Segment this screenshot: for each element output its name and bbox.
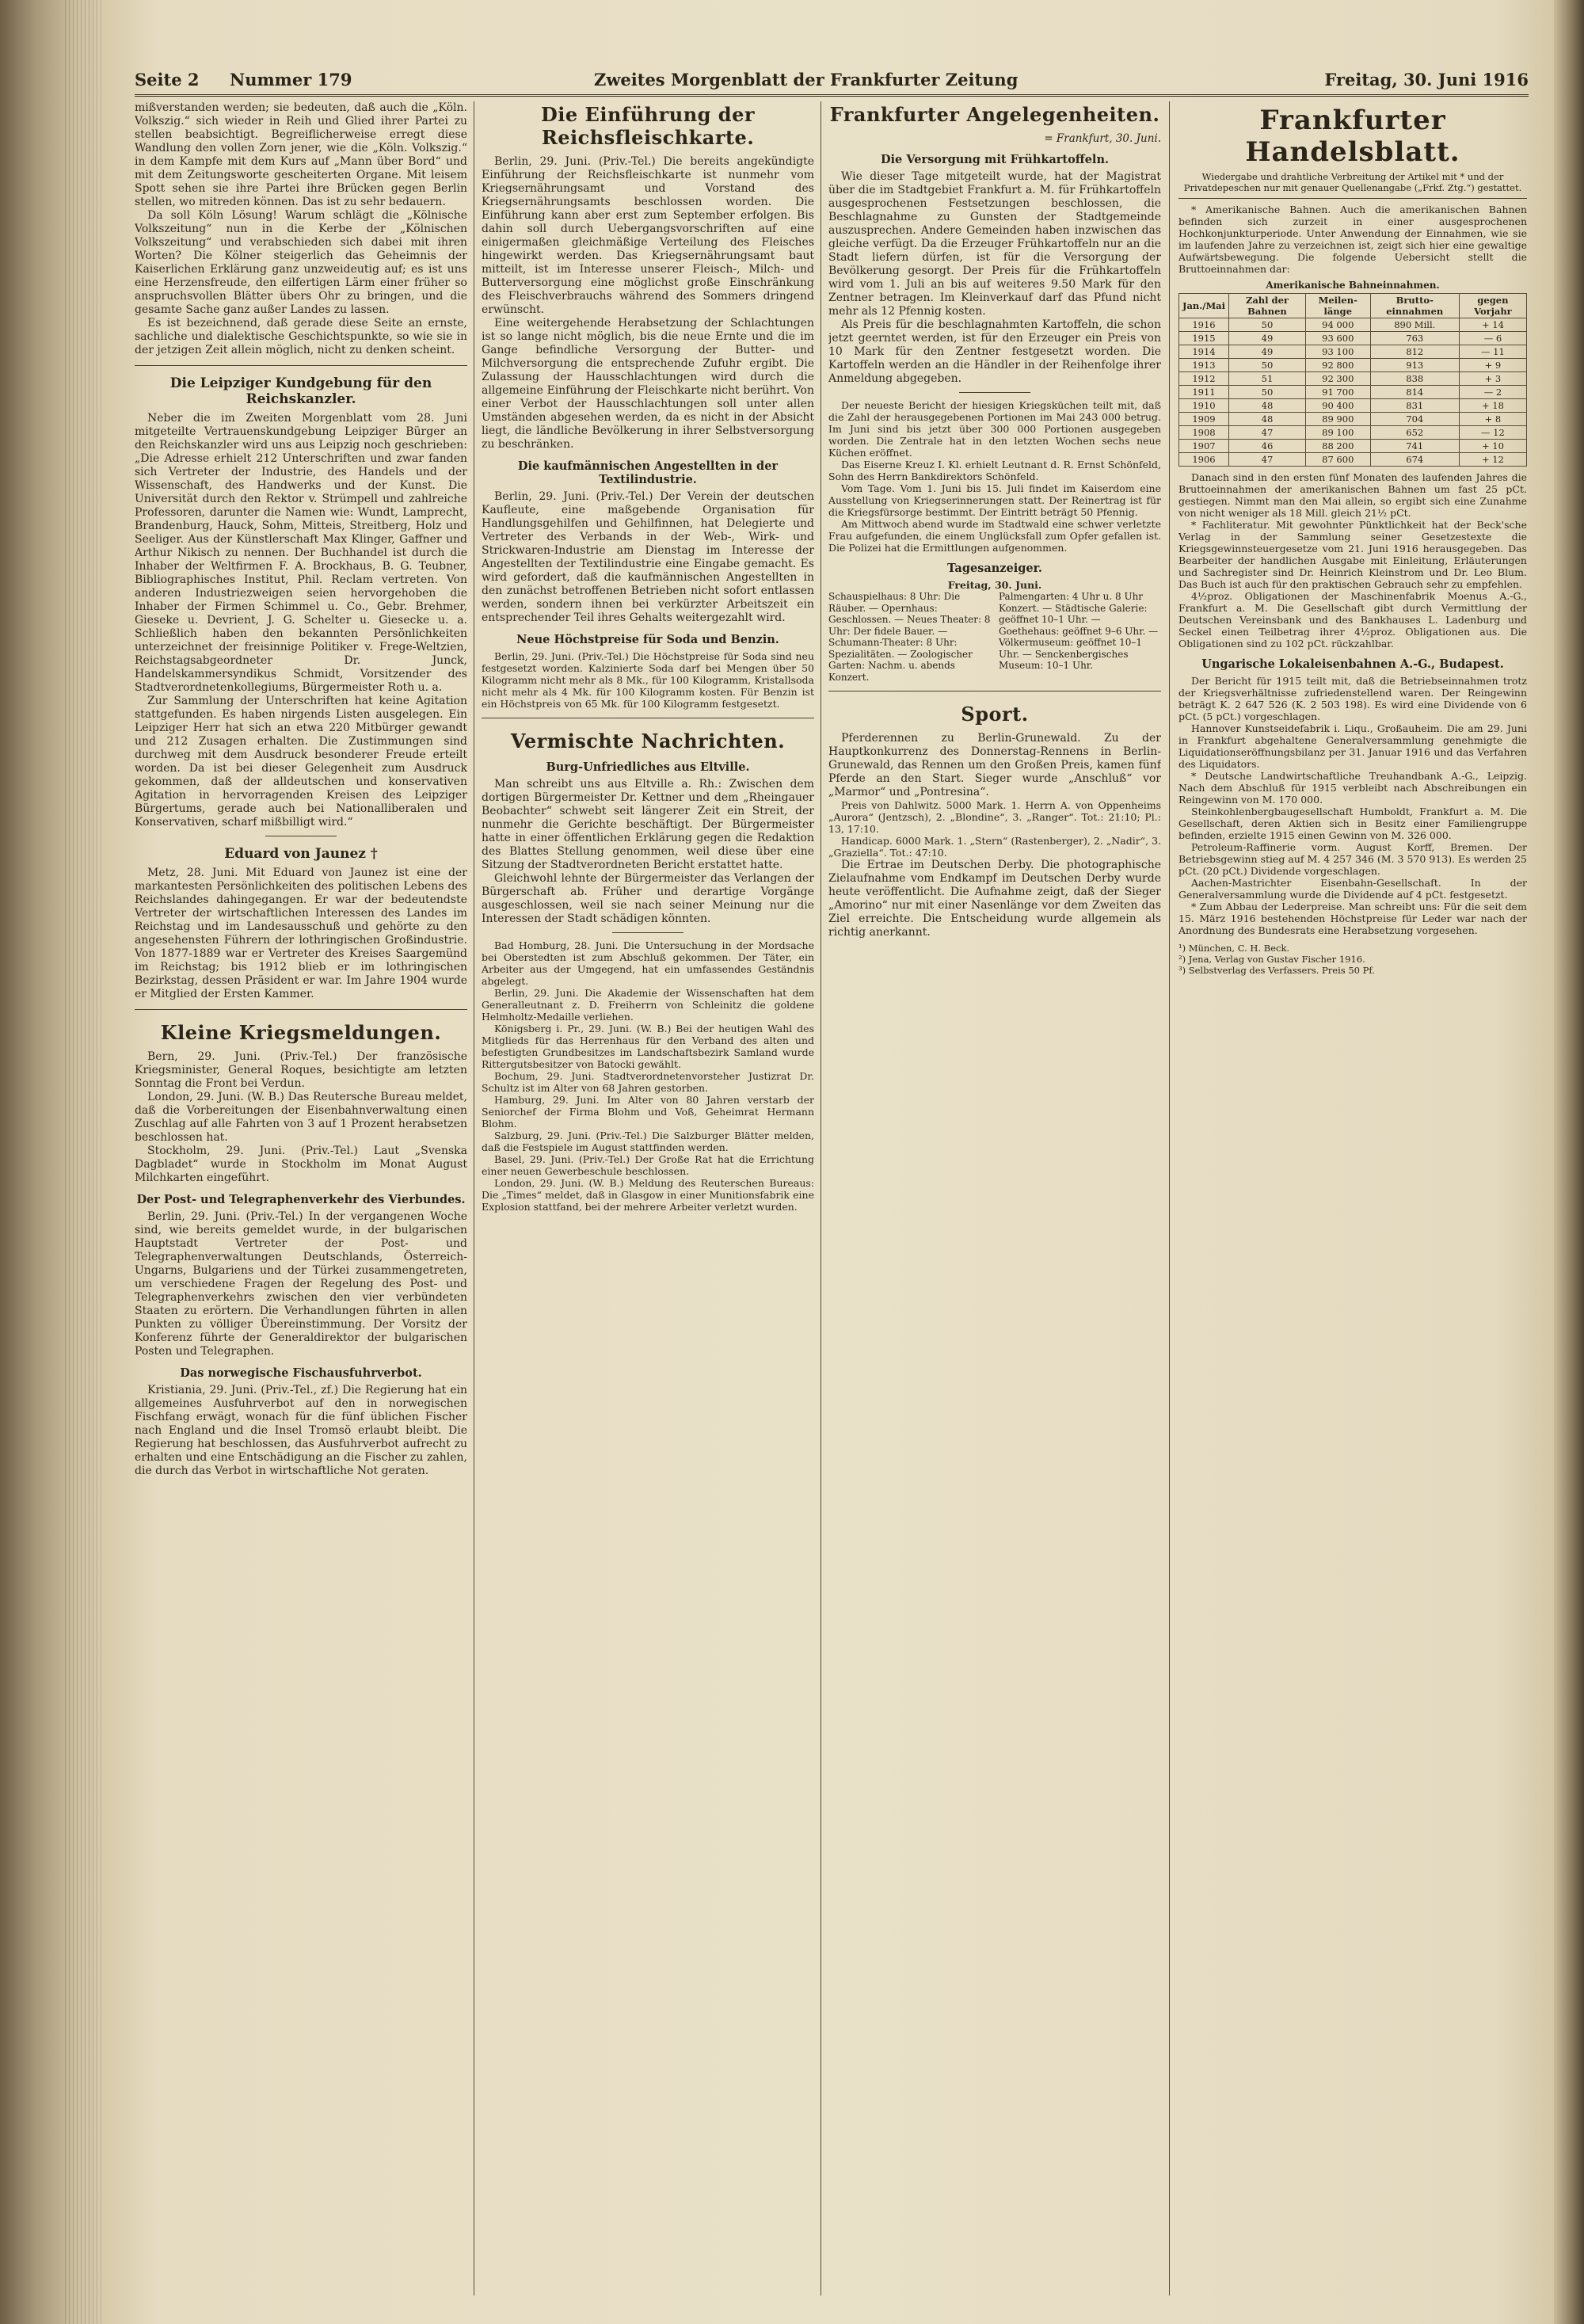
table-cell: 49 (1229, 332, 1306, 345)
article-paragraph: * Amerikanische Bahnen. Auch die amerikanischen Bahnen befinden sich zurzeit in einer ausgesprochenen Hochkonjunkturperiode. Unter Anwendung der Einnahmen, wie sie im laufenden Jahre zu verzeichnen ist, zeigt sich hier eine gewaltige Aufwärtsbewegung. Die folgende Uebersicht stellt die Bruttoeinnahmen dar: (1178, 204, 1527, 275)
subheadline: Das norwegische Fischausfuhrverbot. (180, 1366, 422, 1380)
subheadline: Die Versorgung mit Frühkartoffeln. (880, 153, 1110, 166)
article-paragraph: Berlin, 29. Juni. (Priv.-Tel.) Die bereits angekündigte Einführung der Reichsfleischkarte ist nunmehr vom Kriegsernährungsamt und Vorstand des Kriegsernährungsamts beschlossen worden. Die Einführung kann aber erst zum September erfolgen. Bis dahin soll durch Uebergangsvorschriften auf eine einigermaßen gleichmäßige Verteilung des Fleisches hingewirkt werden. Das Kriegsernährungsamt baut mitteilt, ist im Interesse unserer Fleisch-, Milch- und Butterversorgung eine möglichst große Einschränkung des Fleischverbrauchs während des Sommers dringend erwünscht. (482, 155, 814, 316)
article-paragraph: Gleichwohl lehnte der Bürgermeister das Verlangen der Bürgerschaft ab. Früher und derartige Vorgänge ausgeschlossen, weil sie nach seiner Meinung nur die Interessen der Stadt schädigen könnten. (482, 872, 814, 925)
article-paragraph: Die Ertrae im Deutschen Derby. Die photographische Zielaufnahme vom Endkampf im Deutschen Derby wurde heute veröffentlicht. Die Aufnahme zeigt, daß der Sieger „Amorino“ nur mit einer Nasenlänge vor dem Zweiten das Ziel erreichte. Die Entscheidung wurde allgemein als richtig anerkannt. (828, 859, 1161, 939)
article-paragraph: Berlin, 29. Juni. (Priv.-Tel.) Der Verein der deutschen Kaufleute, eine maßgebende Organisation für Handlungsgehilfen und Gehilfinnen, hat Delegierte und Vertreter des Verbands in der Web-, Wirk- und Strickwaren-Industrie am Dienstag im Interesse der Angestellten der Textilindustrie eine Eingabe gemacht. Es wird gefordert, daß die kaufmännischen Angestellten in den zunächst betroffenen Betrieben nicht sofort entlassen werden, sondern ihnen bei verkürzter Arbeitszeit ein entsprechender Teil ihres Gehalts weitergezahlt wird. (482, 490, 814, 624)
table-cell: 50 (1229, 386, 1306, 399)
article-paragraph: Stockholm, 29. Juni. (Priv.-Tel.) Laut „Svenska Dagbladet“ wurde in Stockholm im Monat August Milchkarten eingeführt. (135, 1145, 467, 1184)
table-cell: 49 (1229, 345, 1306, 359)
news-item: Königsberg i. Pr., 29. Juni. (W. B.) Bei der heutigen Wahl des Mitglieds für das Herrenhaus für den Verband des alten und befestigten Grundbesitzes im Landschaftsbezirk Samland wurde Rittergutsbesitzer von Batocki gewählt. (482, 1023, 814, 1070)
article-paragraph: Zur Sammlung der Unterschriften hat keine Agitation stattgefunden. Es haben nirgends Listen ausgelegen. Ein Leipziger Herr hat sich an etwa 220 Mitbürger gewandt und 212 Zusagen erhalten. Die Zustimmungen sind durchweg mit dem Ausdruck besonderer Freude erteilt worden. Da ist bei dieser Gelegenheit zum Ausdruck gekommen, daß der alldeutschen und konservativen Agitation in hervorragenden Kreisen des Leipziger Bürgertums, gerade auch bei Nationalliberalen und Konservativen, scharf mißbilligt wird.“ (135, 695, 467, 829)
table-cell: 94 000 (1305, 318, 1370, 332)
table-cell: 1906 (1179, 453, 1229, 467)
article-paragraph: Danach sind in den ersten fünf Monaten des laufenden Jahres die Bruttoeinnahmen der amerikanischen Bahnen um fast 25 pCt. gestiegen. Nimmt man den Mai allein, so ergibt sich eine Zunahme von nicht weniger als 18 Mill. gleich 21½ pCt. (1178, 471, 1527, 519)
news-item: Salzburg, 29. Juni. (Priv.-Tel.) Die Salzburger Blätter melden, daß die Festspiele im August stattfinden werden. (482, 1130, 814, 1153)
news-item: Der neueste Bericht der hiesigen Kriegsküchen teilt mit, daß die Zahl der herausgegebenen Portionen im Mai 243 000 betrug. Im Juni sind bis jetzt über 300 000 Portionen ausgegeben worden. Die Zentrale hat in den letzten Wochen sechs neue Küchen eröffnet. (828, 399, 1161, 459)
divider (135, 1009, 467, 1010)
news-item: Basel, 29. Juni. (Priv.-Tel.) Der Große Rat hat die Errichtung einer neuen Gewerbeschule beschlossen. (482, 1153, 814, 1177)
table-row (1179, 399, 1527, 413)
table-caption: Amerikanische Bahneinnahmen. (1266, 280, 1440, 291)
article-paragraph: Eine weitergehende Herabsetzung der Schlachtungen ist so lange nicht möglich, bis die neue Ernte und die im Gange befindliche Versorgung der Butter- und Milchversorgung die entsprechende Zufuhr ergibt. Die Zulassung der Hausschlachtungen wird durch die allgemeine Einführung der Fleischkarte nicht berührt. Von einer Verbot der Hausschlachtungen soll unter allen Umständen abgesehen werden, da es nicht in der Absicht liegt, die ländliche Bevölkerung in ihrer Selbstversorgung zu beschränken. (482, 317, 814, 451)
table-cell: 1912 (1179, 372, 1229, 386)
table-cell: 1909 (1179, 413, 1229, 426)
table-cell: 741 (1370, 440, 1459, 453)
headline: Die Leipziger Kundgebung für den Reichskanzler. (169, 375, 432, 407)
article-paragraph: * Zum Abbau der Lederpreise. Man schreibt uns: Für die seit dem 15. März 1916 bestehenden Höchstpreise für Leder war nach der Anordnung des Bundesrats eine Herabsetzung vorgesehen. (1178, 901, 1527, 936)
table-row (1179, 453, 1527, 467)
table-cell: 51 (1229, 372, 1306, 386)
table-row (1179, 372, 1527, 386)
table-cell: 1907 (1179, 440, 1229, 453)
table-cell: 838 (1370, 372, 1459, 386)
article-paragraph: Wie dieser Tage mitgeteilt wurde, hat der Magistrat über die im Stadtgebiet Frankfurt a. M. für Frühkartoffeln ausgesprochenen Festsetzungen beschlossen, die Beschlagnahme zu Gunsten der Stadtgemeinde auszusprechen. Andere Gemeinden haben inzwischen das gleiche verfügt. Da die Erzeuger Frühkartoffeln nur an die Stadt liefern dürfen, ist für die Versorgung der Bevölkerung gesorgt. Der Preis für die Frühkartoffeln wird vom 1. Juli an bis auf weiteres 9.50 Mark für den Zentner betragen. Im Kleinverkauf darf das Pfund nicht mehr als 12 Pfennig kosten. (828, 170, 1161, 318)
table-cell: — 11 (1459, 345, 1526, 359)
table-cell: + 9 (1459, 359, 1526, 372)
news-item: Das Eiserne Kreuz I. Kl. erhielt Leutnant d. R. Ernst Schönfeld, Sohn des Herrn Bankdirektors Schönfeld. (828, 459, 1161, 482)
table-cell: 831 (1370, 399, 1459, 413)
table-header-cell: gegen Vorjahr (1459, 294, 1526, 318)
news-item: Hamburg, 29. Juni. Im Alter von 80 Jahren verstarb der Seniorchef der Firma Blohm und Voß, Geheimrat Hermann Blohm. (482, 1094, 814, 1130)
table-cell: 1915 (1179, 332, 1229, 345)
table-header-cell: Zahl der Bahnen (1229, 294, 1306, 318)
subheadline: Die kaufmännischen Angestellten in der Textilindustrie. (517, 459, 779, 486)
footnote: ²) Jena, Verlag von Gustav Fischer 1916. (1178, 954, 1365, 965)
table-cell: 704 (1370, 413, 1459, 426)
newspaper-title: Zweites Morgenblatt der Frankfurter Zeitung (594, 70, 1019, 90)
section-title: Frankfurter Handelsblatt. (1245, 105, 1460, 168)
issue-date: Freitag, 30. Juni 1916 (1324, 70, 1529, 90)
article-paragraph: Aachen-Mastrichter Eisenbahn-Gesellschaft. In der Generalversammlung wurde die Dividende auf 4 pCt. festgesetzt. (1178, 877, 1527, 901)
article-paragraph: Hannover Kunstseidefabrik i. Liqu., Großauheim. Die am 29. Juni in Frankfurt abgehaltene Generalversammlung genehmigte die Liquidationseröffnungsbilanz per 31. Januar 1916 und das Verfahren des Liquidators. (1178, 722, 1527, 770)
race-result: Preis von Dahlwitz. 5000 Mark. 1. Herrn A. von Oppenheims „Aurora“ (Jentzsch), 2. „Blondine“, 3. „Ranger“. Tot.: 21:10; Pl.: 13, 17:10. (828, 799, 1161, 835)
table-cell: 48 (1229, 399, 1306, 413)
article-paragraph: Pferderennen zu Berlin-Grunewald. Zu der Hauptkonkurrenz des Donnerstag-Rennens in Berlin-Grunewald, das Rennen um den Großen Preis, kamen fünf Pferde an den Start. Sieger wurde „Anschluß“ vor „Marmor“ und „Pontresina“. (828, 732, 1161, 798)
table-cell: + 10 (1459, 440, 1526, 453)
article-paragraph: * Deutsche Landwirtschaftliche Treuhandbank A.-G., Leipzig. Nach dem Abschluß für 1915 verbleibt nach Abschreibungen ein Reingewinn von M. 170 000. (1178, 770, 1527, 806)
table-cell: 812 (1370, 345, 1459, 359)
table-row (1179, 440, 1527, 453)
event-listing (828, 591, 1161, 683)
copyright-notice: Wiedergabe und drahtliche Verbreitung der Artikel mit * und der Privatdepeschen nur mit genauer Quellenangabe („Frkf. Ztg.“) gestattet. (1183, 171, 1522, 193)
table-cell: 1910 (1179, 399, 1229, 413)
table-cell: 1913 (1179, 359, 1229, 372)
table-row (1179, 345, 1527, 359)
subheadline: Burg-Unfriedliches aus Eltville. (546, 760, 750, 774)
table-cell: — 2 (1459, 386, 1526, 399)
table-row (1179, 318, 1527, 332)
table-header-row (1179, 294, 1527, 318)
table-cell: 87 600 (1305, 453, 1370, 467)
page-edges (65, 0, 103, 2324)
page-header (135, 65, 1529, 97)
event-listing-left: Schauspielhaus: 8 Uhr: Die Räuber. — Opernhaus: Geschlossen. — Neues Theater: 8 Uhr: Der fidele Bauer. — Schumann-Theater: 8 Uhr: Spezialitäten. — Zoologischer Garten: Nachm. u. abends Konzert. (828, 591, 991, 683)
revenue-table (1178, 280, 1527, 467)
event-listing-right: Palmengarten: 4 Uhr u. 8 Uhr Konzert. — Städtische Galerie: geöffnet 10–1 Uhr. — Goethehaus: geöffnet 9–6 Uhr. — Völkermuseum: geöffnet 10–1 Uhr. — Senckenbergisches Museum: 10–1 Uhr. (999, 591, 1159, 671)
divider (135, 365, 467, 366)
table-cell: 93 600 (1305, 332, 1370, 345)
subheadline: Ungarische Lokaleisenbahnen A.-G., Budapest. (1201, 657, 1504, 671)
table-cell: 89 900 (1305, 413, 1370, 426)
column-1 (135, 101, 467, 2303)
table-cell: 92 800 (1305, 359, 1370, 372)
table-cell: + 3 (1459, 372, 1526, 386)
table-cell: 93 100 (1305, 345, 1370, 359)
table-cell: 48 (1229, 413, 1306, 426)
table-cell: 890 Mill. (1370, 318, 1459, 332)
table-cell: 1914 (1179, 345, 1229, 359)
page-number: Seite 2 (135, 70, 200, 90)
table-cell: + 18 (1459, 399, 1526, 413)
table-cell: 89 100 (1305, 426, 1370, 440)
subheadline: Neue Höchstpreise für Soda und Benzin. (516, 633, 779, 646)
table-cell: 913 (1370, 359, 1459, 372)
article-paragraph: Bern, 29. Juni. (Priv.-Tel.) Der französische Kriegsminister, General Roques, besichtigte am letzten Sonntag die Front bei Verdun. (135, 1050, 467, 1090)
headline: Frankfurter Angelegenheiten. (829, 103, 1160, 126)
article-paragraph: * Fachliteratur. Mit gewohnter Pünktlichkeit hat der Beck'sche Verlag in der Sammlung seiner Gesetzestexte die Kriegsgewinnsteuergesetze vom 21. Juni 1916 herausgegeben. Das Bearbeiter der handlichen Ausgabe mit Einleitung, Erläuterungen und Sachregister sind Dr. Heinrich Kleinstrom und Dr. Leo Blum. Das Buch ist auch für den praktischen Gebrauch sehr zu empfehlen. (1178, 519, 1527, 590)
table-cell: + 8 (1459, 413, 1526, 426)
table-cell: 88 200 (1305, 440, 1370, 453)
dateline: = Frankfurt, 30. Juni. (1044, 132, 1161, 145)
article-paragraph: Da soll Köln Lösung! Warum schlägt die „Kölnische Volkszeitung“ nun in die Kerbe der „Kölnischen Volkszeitung“ und verabschieden sich dabei mit ihren Worten? Die Kölner steigerlich das Geheimnis der Kaiserlichen Erklärung ganz unzweideutig auf; es ist uns eine Herzensfreude, den eilfertigen Lärm einer früher so anspruchsvollen Blätter übers Ohr zu bringen, und die gesamte Sache ganz außer Landes zu lassen. (135, 209, 467, 316)
right-page-edge (1554, 0, 1584, 2324)
table-cell: — 6 (1459, 332, 1526, 345)
article-paragraph: Neber die im Zweiten Morgenblatt vom 28. Juni mitgeteilte Vertrauenskundgebung Leipziger Bürger an den Reichskanzler wird uns aus Leipzig noch geschrieben: „Die Adresse erhielt 212 Unterschriften und zwar fanden sich Vertreter der Industrie, des Handels und der Wissenschaft, des Handwerks und der Kunst. Die Universität durch den Rektor v. Strümpell und zahlreiche Professoren, darunter die Namen wie: Wundt, Lamprecht, Brandenburg, Hauck, Sohm, Mitteis, Streitberg, Holz und Seeliger. Aus der Künstlerschaft Max Klinger, Gaffner und Arthur Nikisch zu nennen. Der Buchhandel ist durch die Inhaber der Weltfirmen F. A. Brockhaus, B. G. Teubner, Bibliographisches Institut, Phil. Reclam vertreten. Von anderen Industriezweigen seien hervorgehoben die Inhaber der Firmen Schimmel u. Co., Gebr. Brehmer, Gieseke u. Devrient, J. G. Schelter u. Giesecke u. a. Schließlich haben den bekannten Persönlichkeiten unterzeichnet der freisinnige Politiker v. Frege-Weltzien, Reichstagsabgeordneter Dr. Junck, Handelskammersyndikus Schmidt, Vorsitzender des Stadtverordnetenkollegiums, Bürgermeister Roth u. a. (135, 412, 467, 694)
table-row (1179, 332, 1527, 345)
table-cell: 92 300 (1305, 372, 1370, 386)
table-cell: 90 400 (1305, 399, 1370, 413)
article-paragraph: Kristiania, 29. Juni. (Priv.-Tel., zf.) Die Regierung hat ein allgemeines Ausfuhrverbot auf den in norwegischen Fischfang erwägt, wonach für die fünf üblichen Fischer nach England und die Insel Tromsö erlaubt bleibt. Die Regierung hat beschlossen, das Ausfuhrverbot aufrecht zu erhalten und eine Entschädigung an die Fischer zu zahlen, die durch das Verbot in wirtschaftliche Not geraten. (135, 1384, 467, 1477)
divider (1178, 198, 1527, 199)
table-cell: 47 (1229, 453, 1306, 467)
table-cell: 1916 (1179, 318, 1229, 332)
divider (959, 392, 1030, 393)
article-paragraph: Man schreibt uns aus Eltville a. Rh.: Zwischen dem dortigen Bürgermeister Dr. Kettner und dem „Rheingauer Beobachter“ schwebt seit längerer Zeit ein Streit, der nunmehr die Gerichte beschäftigt. Der Bürgermeister hatte in einer öffentlichen Erklärung gegen die Redaktion des Blattes Stellung genommen, weil diese über eine Sitzung der Stadtverordneten Bericht erstattet hatte. (482, 778, 814, 871)
table-cell: 50 (1229, 359, 1306, 372)
footnotes (1178, 943, 1527, 976)
issue-number: Nummer 179 (230, 70, 352, 90)
article-paragraph: Steinkohlenbergbaugesellschaft Humboldt, Frankfurt a. M. Die Gesellschaft, deren Aktien sich in Besitz einer Familiengruppe befinden, erzielte 1915 einen Gewinn von M. 326 000. (1178, 806, 1527, 841)
ad-date: Freitag, 30. Juni. (947, 579, 1042, 591)
news-item: Am Mittwoch abend wurde im Stadtwald eine schwer verletzte Frau aufgefunden, die einem Unglücksfall zum Opfer gefallen ist. Die Polizei hat die Ermittlungen aufgenommen. (828, 518, 1161, 554)
subheadline: Der Post- und Telegraphenverkehr des Vierbundes. (136, 1193, 466, 1206)
headline: Kleine Kriegsmeldungen. (160, 1021, 442, 1044)
table-row (1179, 413, 1527, 426)
news-item: Bad Homburg, 28. Juni. Die Untersuchung in der Mordsache bei Oberstedten ist zum Abschluß gekommen. Der Täter, ein Arbeiter aus der Umgegend, hat ein umfassendes Geständnis abgelegt. (482, 939, 814, 987)
article-paragraph: Der Bericht für 1915 teilt mit, daß die Betriebseinnahmen trotz der Kriegsverhältnisse zufriedenstellend waren. Der Reingewinn beträgt K. 2 647 526 (K. 2 503 198). Es wird eine Dividende von 6 pCt. (5 pCt.) vorgeschlagen. (1178, 675, 1527, 722)
news-item: London, 29. Juni. (W. B.) Meldung des Reuterschen Bureaus: Die „Times“ meldet, daß in Glasgow in einer Munitionsfabrik eine Explosion stattfand, bei der mehrere Arbeiter verletzt wurden. (482, 1177, 814, 1213)
table-header-cell: Jan./Mai (1179, 294, 1229, 318)
article-paragraph: Petroleum-Raffinerie vorm. August Korff, Bremen. Der Betriebsgewinn stieg auf M. 4 257 346 (M. 3 570 913). Es werden 25 pCt. (20 pCt.) Dividende vorgeschlagen. (1178, 841, 1527, 877)
race-result: Handicap. 6000 Mark. 1. „Stern“ (Rastenberger), 2. „Nadir“, 3. „Graziella“. Tot.: 47:10. (828, 835, 1161, 859)
table-cell: 1908 (1179, 426, 1229, 440)
table-row (1179, 426, 1527, 440)
column-2 (482, 101, 814, 2303)
headline: Die Einführung der Reichsfleischkarte. (540, 103, 755, 149)
footnote: ¹) München, C. H. Beck. (1178, 943, 1290, 954)
headline: Vermischte Nachrichten. (510, 730, 786, 752)
headline: Sport. (961, 703, 1029, 726)
table-cell: 814 (1370, 386, 1459, 399)
table-cell: 674 (1370, 453, 1459, 467)
table-row (1179, 386, 1527, 399)
table-cell: 763 (1370, 332, 1459, 345)
news-item: Berlin, 29. Juni. Die Akademie der Wissenschaften hat dem Generalleutnant z. D. Freiherrn von Schleinitz die goldene Helmholtz-Medaille verliehen. (482, 987, 814, 1023)
article-paragraph: 4½proz. Obligationen der Maschinenfabrik Moenus A.-G., Frankfurt a. M. Die Gesellschaft gibt durch Vermittlung der Deutschen Vereinsbank und des Bankhauses L. Ladenburg und Seckel einen Teilbetrag ihrer 4½proz. Obligationen aus. Die Obligationen sind zu 102 pCt. rückzahlbar. (1178, 590, 1527, 650)
article-paragraph: Metz, 28. Juni. Mit Eduard von Jaunez ist eine der markantesten Persönlichkeiten des politischen Lebens des Reichslandes dahingegangen. Er war der bedeutendste Vertreter der wirtschaftlichen Interessen des Landes im Reichstag und im Landesausschuß und gehörte zu den angesehensten Führern der lothringischen Großindustrie. Von 1877-1889 war er Vertreter des Kreises Saargemünd im Reichstag; bis 1912 blieb er im lothringischen Bezirkstag, dessen Präsident er war. Im Jahre 1904 wurde er Mitglied der Ersten Kammer. (135, 867, 467, 1000)
table-cell: 50 (1229, 318, 1306, 332)
column-4 (1178, 101, 1527, 2303)
table-cell: 91 700 (1305, 386, 1370, 399)
divider (612, 932, 683, 933)
column-rule (1169, 101, 1170, 2295)
table-header-cell: Meilen-länge (1305, 294, 1370, 318)
table-cell: + 12 (1459, 453, 1526, 467)
column-3 (828, 101, 1161, 2303)
article-paragraph: Berlin, 29. Juni. (Priv.-Tel.) In der vergangenen Woche sind, wie bereits gemeldet wurde, in der bulgarischen Hauptstadt Vertreter der Post- und Telegraphenverwaltungen Deutschlands, Österreich-Ungarns, Bulgariens und der Türkei zusammengetreten, um verschiedene Fragen der Regelung des Post- und Telegraphenverkehrs zwischen den vier verbündeten Staaten zu erörtern. Die Verhandlungen führten in allen Punkten zu völliger Übereinstimmung. Der Vorsitz der Konferenz führte der Generaldirektor der bulgarischen Posten und Telegraphen. (135, 1210, 467, 1358)
table-cell: 652 (1370, 426, 1459, 440)
article-paragraph: Als Preis für die beschlagnahmten Kartoffeln, die schon jetzt geerntet werden, ist für den Erzeuger ein Preis von 10 Mark für den Zentner festgesetzt worden. Die Kartoffeln werden an die Händler in der Reihenfolge ihrer Anmeldung abgegeben. (828, 318, 1161, 385)
table-body (1179, 318, 1527, 467)
table-cell: 1911 (1179, 386, 1229, 399)
news-item: Vom Tage. Vom 1. Juni bis 15. Juli findet im Kaiserdom eine Ausstellung von Kriegserinnerungen statt. Der Reinertrag ist für die Kriegsfürsorge bestimmt. Der Eintritt beträgt 50 Pfennig. (828, 482, 1161, 518)
article-paragraph: mißverstanden werden; sie bedeuten, daß auch die „Köln. Volkszig.“ sich wieder in Reih und Glied ihrer Partei zu stellen beabsichtigt. Begreiflicherweise erregt diese Wandlung den vollen Zorn jener, wie die „Köln. Volkszig.“ in dem Kampfe mit dem Kurs auf „Mann über Bord“ und mit dem Zeitungsworte gescheiterten Organe. Mit leisem Spott sehen sie ihre Partei ihre Brücken gegen Berlin stellen, wo mitreden können. Das ist zu sehr bedauern. (135, 101, 467, 208)
footnote: ³) Selbstverlag des Verfassers. Preis 50 Pf. (1178, 965, 1375, 976)
article-paragraph: Berlin, 29. Juni. (Priv.-Tel.) Die Höchstpreise für Soda sind neu festgesetzt worden. Kalzinierte Soda darf bei Mengen über 50 Kilogramm nicht mehr als 8 Mk., für 100 Kilogramm, Kristallsoda nicht mehr als 4 Mk. für 100 Kilogramm kosten. Für Benzin ist ein Höchstpreis von 65 Mk. für 100 Kilogramm festgesetzt. (482, 650, 814, 710)
article-paragraph: London, 29. Juni. (W. B.) Das Reutersche Bureau meldet, daß die Vorbereitungen der Eisenbahnverwaltung einen Zuschlag auf alle Fahrten von 3 auf 1 Prozent herabsetzen beschlossen hat. (135, 1091, 467, 1144)
news-item: Bochum, 29. Juni. Stadtverordnetenvorsteher Justizrat Dr. Schultz ist im Alter von 68 Jahren gestorben. (482, 1070, 814, 1094)
table-row (1179, 359, 1527, 372)
subheadline: Tagesanzeiger. (947, 562, 1042, 575)
table-header-cell: Brutto-einnahmen (1370, 294, 1459, 318)
table-cell: 46 (1229, 440, 1306, 453)
table-cell: 47 (1229, 426, 1306, 440)
newspaper-page (103, 0, 1554, 2324)
headline: Eduard von Jaunez † (224, 846, 378, 862)
table-cell: — 12 (1459, 426, 1526, 440)
article-paragraph: Es ist bezeichnend, daß gerade diese Seite an ernste, sachliche und dialektische Geschichtspunkte, so wie sie in der jetzigen Zeit allein möglich, nicht zu denken scheint. (135, 317, 467, 356)
table-cell: + 14 (1459, 318, 1526, 332)
